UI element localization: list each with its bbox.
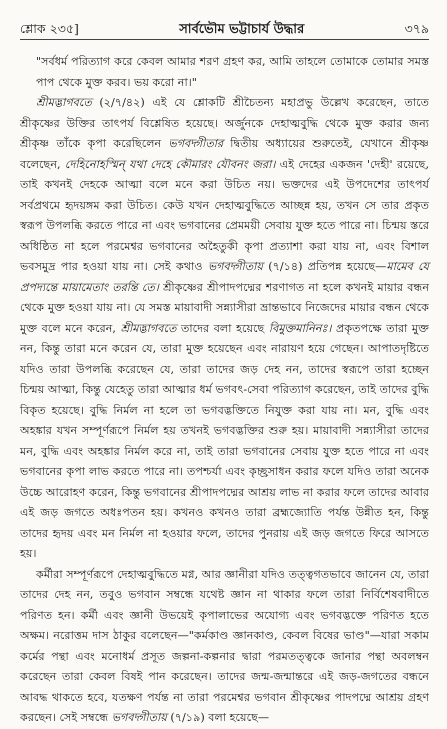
body-text: কর্মীরা সম্পূর্ণরূপে দেহাত্মবুদ্ধিতে মগ্ন, আর জ্ঞানীরা যদিও তত্ত্বগতভাবে জানেন যে, তারা তাদের দেহ নন, তবুও ভগবান সম্বন্ধে যথেষ্ট জ্ঞান না থাকার ফলে তারা নির্বিশেষবাদীতে পরিণত হন। কর্মী এবং জ্ঞানী উভয়েই কৃপালাভের অযোগ্য এবং ভগবদ্ভক্তে পরিণত হতে অক্ষম। নরোত্তম দাস ঠাকুর বলেছেন—"কর্মকাণ্ড জ্ঞানকাণ্ড, কেবল বিষের ভাণ্ড"—যারা সকাম কর্মের পন্থা এবং মনোধর্ম প্রসূত জল্পনা-কল্পনার দ্বারা পরমতত্ত্বকে জানার পন্থা অবলম্বন করেছেন তারা কেবল বিষই পান করেছেন। তাদের জন্ম-জন্মান্তরে এই জড়-জগতের বন্ধনে আবদ্ধ থাকতে হবে, যতক্ষণ পর্যন্ত না তারা পরমেশ্বর ভগবান শ্রীকৃষ্ণের পাদপদ্মে আশ্রয় গ্রহণ করছেন। সেই সম্বন্ধে xyxy=(20,567,429,724)
body-text: প্রকৃতপক্ষে তারা মুক্ত নন, কিন্তু তারা মনে করেন যে, তারা মুক্ত হয়েছেন এবং নারায়ণ হয়ে গেছেন। আপাতদৃষ্টিতে যদিও তারা উপলব্ধি করেছেন যে, তারা তাদের জড় দেহ নন, তাদের স্বরূপে তারা হচ্ছেন চিন্ময় আত্মা, কিন্তু যেহেতু তারা আত্মার ধর্ম ভগবৎ-সেবা পরিত্যাগ করেছেন, তাই তাদের বুদ্ধি বিকৃত হয়েছে। বুদ্ধি নির্মল না হলে তা ভগবদ্ভক্তিতে নিযুক্ত করা যায় না। মন, বুদ্ধি এবং অহঙ্কার যখন সম্পূর্ণরূপে নির্মল হয় তখনই ভগবদ্ভক্তির শুরু হয়। মায়াবাদী সন্ন্যাসীরা তাদের মন, বুদ্ধি এবং অহঙ্কার নির্মল করে না, তাই তারা ভগবানের সেবায় যুক্ত হতে পারে না এবং ভগবানের কৃপা লাভ করতে পারে না। তপশ্চর্যা এবং কৃচ্ছ্রসাধন করার ফলে যদিও তারা অনেক উচ্চে আরোহণ করেন, কিন্তু ভগবানের শ্রীপাদপদ্মের আশ্রয় লাভ না করার ফলে তাদের আবার এই জড় জগতে অধঃপতন হয়। কখনও কখনও তারা ব্রহ্মজ্যোতি পর্যন্ত উন্নীত হন, কিন্তু তাদের হৃদয় এবং মন নির্মল না হওয়ার ফলে, তাদের পুনরায় এই জড় জগতে ফিরে আসতে হয়। xyxy=(20,321,430,560)
page-number: ৩৭৯ xyxy=(404,21,429,36)
sanskrit-quote: মামেব যে প্রপদ্যন্তে মায়ামেতাং তরন্তি তে। xyxy=(20,260,430,294)
reference-text: ভগবদ্গীতায় xyxy=(207,260,263,273)
body-text: তাদের বলা হয়েছে xyxy=(176,321,269,335)
reference-text: শ্রীমদ্ভাগবতে xyxy=(120,321,177,335)
reference-text: ভগবদ্গীতার xyxy=(168,137,224,150)
reference-text: ভগবদ্গীতায় xyxy=(111,711,167,724)
page-body xyxy=(20,40,429,729)
purport-paragraph-2 xyxy=(20,565,429,729)
body-text: (২/৭/৪২) এই যে শ্লোকটি শ্রীচৈতন্য মহাপ্রভু উল্লেখ করেছেন, তাতে শ্রীকৃষ্ণের উক্তির তাৎপর্য বিশ্লেষিত হয়েছে। অর্জুনকে দেহাত্মবুদ্ধি থেকে মুক্ত করার জন্য শ্রীকৃষ্ণ তাঁকে কৃপা করেছিলেন xyxy=(20,96,429,150)
body-text: (৭/১৯) বলা হয়েছে— xyxy=(166,711,270,724)
body-text: এই দেহের একজন 'দেহী' রয়েছে, তাই কখনই দেহকে আত্মা বলে মনে করা উচিত নয়। ভক্তদের এই উপদেশের তাৎপর্য সর্বপ্রথমে হৃদয়ঙ্গম করা উচিত। কেউ যখন দেহাত্মবুদ্ধিতে আচ্ছন্ন হয়, তখন সে তার প্রকৃত স্বরূপ উপলব্ধি করতে পারে না এবং ভগবানের প্রেমময়ী সেবায় যুক্ত হতে পারে না। চিন্ময় স্তরে অধিষ্ঠিত না হলে পরমেশ্বর ভগবানের অহৈতুকী কৃপা প্রত্যাশা করা যায় না, এবং বিশাল ভবসমুদ্র পার হওয়া যায় না। সেই কথাও xyxy=(20,157,430,273)
sanskrit-quote: দেহিনোহস্মিন্ যথা দেহে কৌমারং যৌবনং জরা। xyxy=(64,157,276,171)
purport-paragraph-1 xyxy=(20,93,429,565)
chapter-title: সার্বভৌম ভট্টাচার্য উদ্ধার xyxy=(179,22,305,37)
body-text: দ্বিতীয় অধ্যায়ের শুরুতেই, যেখানে শ্রীকৃষ্ণ বলেছেন, xyxy=(20,137,429,171)
sanskrit-quote: বিমুক্তমানিনঃ। xyxy=(268,321,332,335)
body-text: শ্রীকৃষ্ণের শ্রীপাদপদ্মের শরণাগত না হলে কখনই মায়ার বন্ধন থেকে মুক্ত হওয়া যায় না। যে সমস্ত মায়াবাদী সন্ন্যাসীরা ভ্রান্তভাবে নিজেদের মায়ার বন্ধন থেকে মুক্ত বলে মনে করেন, xyxy=(20,280,429,335)
page-header xyxy=(20,0,429,40)
translation-quote: "সর্বধর্ম পরিত্যাগ করে কেবল আমার শরণ গ্রহণ কর, আমি তাহলে তোমাকে তোমার সমস্ত পাপ থেকে মুক্ত করব। ভয় করো না।" xyxy=(36,55,429,89)
body-text: (৭/১৪) প্রতিপন্ন হয়েছে— xyxy=(262,260,387,273)
reference-text: শ্রীমদ্ভাগবতে xyxy=(36,96,92,109)
verse-label: শ্লোক ২৩৫] xyxy=(20,21,79,36)
